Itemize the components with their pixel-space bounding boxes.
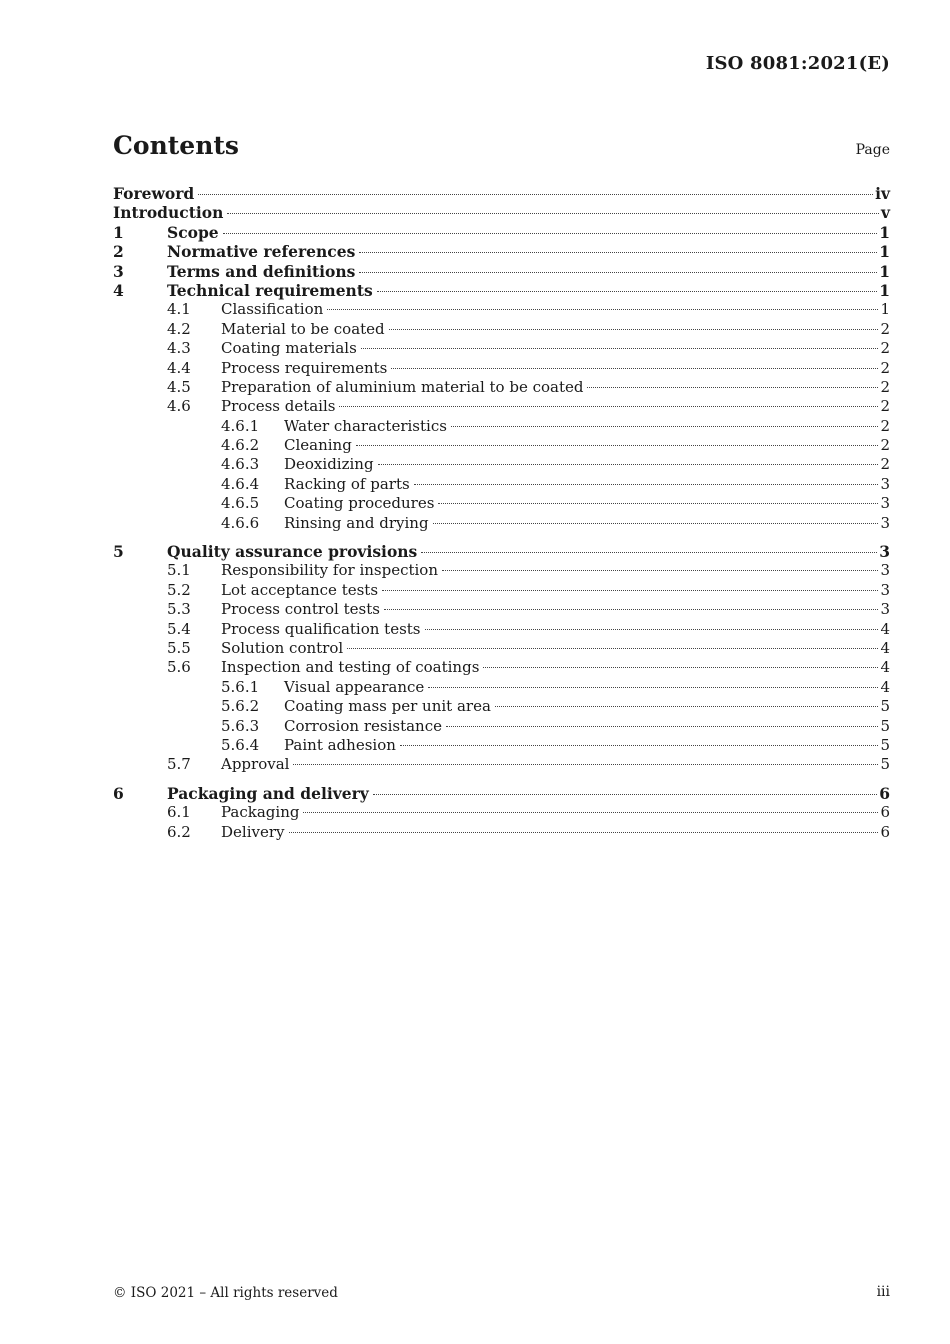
toc-entry[interactable] [113,300,890,319]
toc-entry[interactable] [113,803,890,822]
dot-leader [327,309,878,310]
toc-entry-title: Rinsing and drying [284,513,429,532]
toc-entry-number: 4.1 [167,300,191,319]
toc-entry-number: 5.6.1 [221,677,260,696]
toc-entry-page: 3 [880,600,890,619]
toc-entry-number: 5.6.3 [221,716,260,735]
toc-entry[interactable] [113,397,890,416]
dot-leader [347,648,878,649]
toc-entry-number: 6.2 [167,822,191,841]
toc-entry-page: v [880,203,890,223]
toc-entry-title: Process qualification tests [221,619,421,638]
toc-entry[interactable] [113,755,890,774]
toc-entry[interactable] [113,542,890,561]
toc-entry-number: 4 [113,280,124,300]
toc-entry-page: 1 [879,222,890,242]
toc-entry-title: Technical requirements [167,280,373,300]
toc-entry[interactable] [113,455,890,474]
toc-entry[interactable] [113,581,890,600]
toc-entry-title: Racking of parts [284,474,410,493]
toc-entry[interactable] [113,600,890,619]
toc-entry[interactable] [113,203,890,222]
toc-entry[interactable] [113,639,890,658]
dot-leader [227,213,879,214]
toc-entry-page: 5 [880,697,890,716]
dot-leader [391,368,878,369]
toc-entry-page: 2 [880,436,890,455]
toc-entry-page: 5 [880,716,890,735]
toc-entry-number: 5.5 [167,638,191,657]
toc-entry-number: 4.6.3 [221,455,260,474]
toc-entry[interactable] [113,475,890,494]
toc-entry-number: 5.1 [167,561,191,580]
dot-leader [289,832,879,833]
toc-entry-title: Packaging [221,803,300,822]
dot-leader [414,484,879,485]
toc-entry-number: 4.6.5 [221,494,260,513]
toc-entry-number: 5.4 [167,619,191,638]
toc-entry-page: 2 [880,339,890,358]
dot-leader [389,329,879,330]
toc-entry-title: Water characteristics [284,416,447,435]
dot-leader [293,764,878,765]
dot-leader [384,609,879,610]
toc-entry-title: Normative references [167,242,356,262]
toc-entry-page: 4 [880,677,890,696]
toc-entry-number: 5.6.4 [221,735,260,754]
contents-heading: Contents [113,131,240,160]
dot-leader [495,706,879,707]
toc-entry-page: 1 [879,280,890,300]
toc-entry[interactable] [113,262,890,281]
toc-entry[interactable] [113,320,890,339]
toc-entry-page: 2 [880,455,890,474]
toc-entry-number: 5.6 [167,658,191,677]
page-column-label: Page [855,142,890,158]
toc-entry[interactable] [113,717,890,736]
toc-entry-title: Deoxidizing [284,455,374,474]
dot-leader [587,387,878,388]
toc-entry-title: Visual appearance [284,677,425,696]
copyright-notice: © ISO 2021 – All rights reserved [113,1285,338,1301]
toc-entry-title: Introduction [113,203,224,223]
toc-entry[interactable] [113,339,890,358]
toc-entry[interactable] [113,494,890,513]
dot-leader [400,745,879,746]
toc-entry-number: 5.3 [167,600,191,619]
toc-entry[interactable] [113,417,890,436]
toc-entry-number: 2 [113,242,124,262]
dot-leader [356,445,879,446]
toc-entry-number: 5.6.2 [221,697,260,716]
toc-entry-number: 4.3 [167,339,191,358]
toc-entry-title: Scope [167,222,219,242]
toc-entry-title: Material to be coated [221,319,385,338]
toc-entry[interactable] [113,620,890,639]
toc-entry-page: 6 [879,783,890,803]
toc-entry-number: 6.1 [167,803,191,822]
toc-entry-title: Coating materials [221,339,357,358]
dot-leader [373,794,877,795]
toc-entry-page: 4 [880,619,890,638]
toc-entry-title: Process details [221,397,336,416]
toc-entry-page: 5 [880,735,890,754]
toc-entry[interactable] [113,378,890,397]
toc-entry-title: Corrosion resistance [284,716,442,735]
toc-entry-page: 1 [880,300,890,319]
toc-entry-number: 1 [113,222,124,242]
toc-entry-page: 6 [880,822,890,841]
toc-entry-number: 4.4 [167,358,191,377]
dot-leader [198,194,873,195]
toc-entry-title: Lot acceptance tests [221,580,379,599]
toc-entry[interactable] [113,736,890,755]
dot-leader [359,252,877,253]
dot-leader [359,272,877,273]
toc-entry-number: 4.2 [167,319,191,338]
toc-entry-page: iv [875,184,890,203]
toc-entry-title: Process requirements [221,358,388,377]
toc-entry-number: 6 [113,783,124,803]
dot-leader [382,590,878,591]
dot-leader [438,503,878,504]
document-id: ISO 8081:2021(E) [705,53,890,74]
toc-entry-title: Terms and definitions [167,261,356,281]
toc-entry-title: Coating procedures [284,494,435,513]
toc-entry-page: 2 [880,358,890,377]
toc-entry[interactable] [113,242,890,261]
toc-entry-number: 4.5 [167,377,191,396]
dot-leader [339,406,878,407]
toc-entry-title: Packaging and delivery [167,783,369,803]
toc-entry-page: 3 [879,542,890,562]
dot-leader [378,464,879,465]
toc-entry[interactable] [113,561,890,580]
dot-leader [446,726,878,727]
toc-entry-title: Solution control [221,638,344,657]
table-of-contents [113,184,890,842]
toc-entry-title: Preparation of aluminium material to be coated [221,377,584,396]
dot-leader [433,523,879,524]
dot-leader [483,667,878,668]
dot-leader [377,291,877,292]
toc-entry-number: 4.6 [167,397,191,416]
toc-entry-number: 5.2 [167,580,191,599]
toc-entry-page: 3 [880,474,890,493]
toc-entry-title: Foreword [113,184,195,203]
toc-entry-title: Classification [221,300,324,319]
toc-entry-page: 3 [880,561,890,580]
toc-entry-page: 3 [880,494,890,513]
dot-leader [303,812,878,813]
toc-entry-title: Cleaning [284,436,352,455]
toc-entry-page: 2 [880,416,890,435]
toc-entry-page: 3 [880,513,890,532]
toc-entry-page: 2 [880,397,890,416]
toc-entry-page: 4 [880,638,890,657]
toc-entry-page: 5 [880,755,890,774]
toc-entry-page: 4 [880,658,890,677]
toc-entry-title: Paint adhesion [284,735,396,754]
toc-entry-title: Quality assurance provisions [167,542,418,562]
toc-entry-title: Responsibility for inspection [221,561,438,580]
dot-leader [451,426,879,427]
toc-entry-number: 4.6.1 [221,416,260,435]
dot-leader [223,233,878,234]
toc-entry-page: 3 [880,580,890,599]
toc-entry[interactable] [113,678,890,697]
toc-entry[interactable] [113,281,890,300]
dot-leader [428,687,878,688]
toc-entry[interactable] [113,784,890,803]
toc-entry-page: 2 [880,319,890,338]
toc-entry-number: 3 [113,261,124,281]
dot-leader [421,552,877,553]
toc-entry-page: 1 [879,261,890,281]
dot-leader [425,629,879,630]
toc-entry[interactable] [113,436,890,455]
toc-entry[interactable] [113,658,890,677]
toc-entry-number: 5.7 [167,755,191,774]
toc-entry[interactable] [113,514,890,533]
toc-entry[interactable] [113,223,890,242]
toc-entry-title: Inspection and testing of coatings [221,658,480,677]
toc-entry-number: 4.6.2 [221,436,260,455]
toc-entry-title: Coating mass per unit area [284,697,491,716]
toc-entry-page: 2 [880,377,890,396]
toc-entry-title: Delivery [221,822,285,841]
toc-entry-title: Process control tests [221,600,380,619]
toc-entry[interactable] [113,359,890,378]
toc-entry-number: 4.6.4 [221,474,260,493]
toc-entry[interactable] [113,697,890,716]
toc-entry-number: 4.6.6 [221,513,260,532]
toc-entry[interactable] [113,184,890,203]
page-number: iii [876,1284,890,1300]
toc-entry[interactable] [113,823,890,842]
dot-leader [361,348,879,349]
toc-entry-page: 6 [880,803,890,822]
toc-entry-number: 5 [113,542,124,562]
toc-entry-title: Approval [221,755,290,774]
dot-leader [442,570,878,571]
toc-entry-page: 1 [879,242,890,262]
